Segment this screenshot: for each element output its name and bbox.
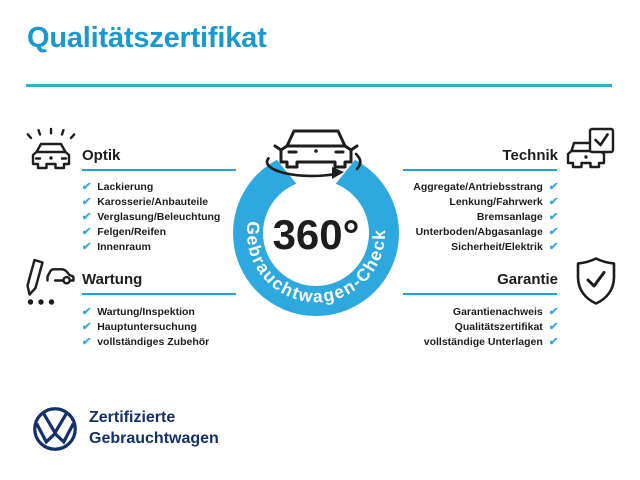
- checklist-item: [82, 209, 220, 224]
- checklist-item-label: Karosserie/Anbauteile: [97, 195, 209, 208]
- check-icon: ✔: [81, 321, 92, 333]
- brand-line2: Gebrauchtwagen: [89, 430, 219, 447]
- check-icon: ✔: [81, 196, 92, 208]
- brand-line1: Zertifizierte: [89, 409, 176, 426]
- check-icon: ✔: [547, 321, 559, 333]
- checklist-item-label: Hauptuntersuchung: [97, 320, 197, 333]
- checklist-item: [424, 334, 558, 349]
- checklist-item: [451, 239, 558, 254]
- checklist-item-label: Sicherheit/Elektrik: [451, 240, 543, 253]
- check-icon: ✔: [81, 336, 92, 348]
- checklist-item-label: Unterboden/Abgasanlage: [415, 225, 543, 238]
- shield-check-icon: [573, 256, 619, 306]
- section-rule-wartung: [82, 293, 236, 295]
- check-icon: ✔: [547, 306, 559, 318]
- check-icon: ✔: [81, 241, 92, 253]
- checklist-item-label: Wartung/Inspektion: [97, 305, 195, 318]
- checklist-item: [82, 224, 220, 239]
- check-icon: ✔: [81, 306, 92, 318]
- check-icon: ✔: [81, 211, 92, 223]
- checklist-item-label: Garantienachweis: [452, 305, 543, 318]
- check-icon: ✔: [547, 226, 559, 238]
- checklist-item-label: Lackierung: [97, 180, 154, 193]
- check-icon: ✔: [547, 181, 559, 193]
- check-icon: ✔: [81, 181, 92, 193]
- checklist-item-label: Lenkung/Fahrwerk: [449, 195, 543, 208]
- checklist-item-label: Qualitätszertifikat: [454, 320, 543, 333]
- section-title-optik: Optik: [82, 147, 121, 164]
- checklist-item: [82, 334, 209, 349]
- degree-label: 360°: [272, 211, 360, 258]
- check-icon: ✔: [547, 196, 559, 208]
- checklist-wartung: [82, 304, 209, 349]
- check-icon: ✔: [547, 336, 559, 348]
- checklist-item: [449, 194, 558, 209]
- section-title-wartung: Wartung: [82, 271, 143, 288]
- checklist-item: [453, 304, 558, 319]
- checklist-item-label: Verglasung/Beleuchtung: [97, 210, 221, 223]
- brand-name: [89, 407, 219, 449]
- checklist-item: [82, 179, 220, 194]
- section-rule-optik: [82, 169, 236, 171]
- car-checkbox-icon: [560, 127, 616, 175]
- center-360-badge: [220, 112, 420, 332]
- checklist-item: [413, 179, 558, 194]
- checklist-item-label: vollständiges Zubehör: [97, 335, 210, 348]
- checklist-item: [477, 209, 558, 224]
- checklist-item-label: vollständige Unterlagen: [423, 335, 543, 348]
- checklist-item: [82, 319, 209, 334]
- section-rule-technik: [403, 169, 557, 171]
- checklist-item-label: Aggregate/Antriebsstrang: [413, 180, 543, 193]
- vw-logo-icon: [32, 406, 78, 452]
- title-divider: [26, 84, 612, 87]
- section-rule-garantie: [403, 293, 557, 295]
- checklist-item: [455, 319, 558, 334]
- checklist-item: [82, 239, 220, 254]
- checklist-optik: [82, 179, 220, 254]
- shiny-car-icon: [24, 127, 78, 173]
- checklist-item: [82, 194, 220, 209]
- check-icon: ✔: [547, 241, 559, 253]
- checklist-item: [82, 304, 209, 319]
- section-title-garantie: Garantie: [497, 271, 558, 288]
- checklist-item-label: Bremsanlage: [476, 210, 543, 223]
- service-checklist-icon: [22, 257, 76, 307]
- check-icon: ✔: [81, 226, 92, 238]
- page-title: Qualitätszertifikat: [27, 22, 267, 54]
- checklist-item-label: Felgen/Reifen: [97, 225, 167, 238]
- checklist-item-label: Innenraum: [97, 240, 151, 253]
- ring-label: Gebrauchtwagen-Check: [242, 220, 390, 307]
- checklist-item: [416, 224, 558, 239]
- section-title-technik: Technik: [502, 147, 558, 164]
- check-icon: ✔: [547, 211, 559, 223]
